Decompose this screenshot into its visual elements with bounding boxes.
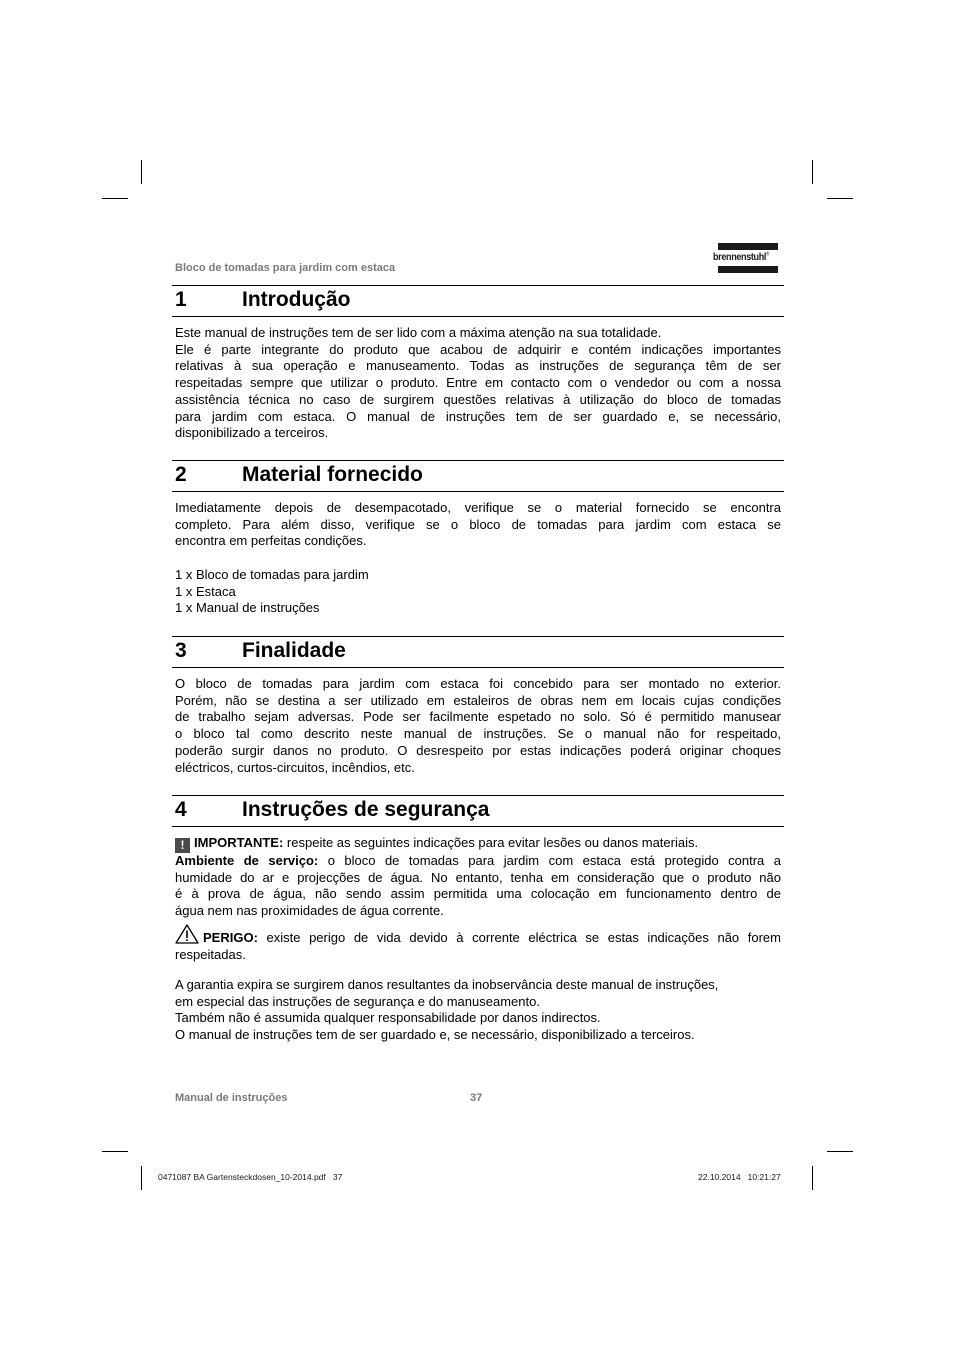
logo-bar <box>718 243 778 250</box>
text-line: em especial das instruções de segurança e do manuseamento. <box>175 993 540 1009</box>
section-number: 2 <box>175 463 187 486</box>
crop-mark <box>812 1166 813 1190</box>
warranty-paragraph <box>175 977 781 1044</box>
section-number: 3 <box>175 639 187 662</box>
list-item: 1 x Manual de instruções <box>175 600 320 616</box>
section-heading-4 <box>172 795 784 827</box>
text-line: Ambiente de serviço: o bloco de tomadas para jardim com estaca está protegido contra a <box>175 853 781 868</box>
delivery-list <box>175 567 781 617</box>
section-title: Instruções de segurança <box>242 798 490 821</box>
crop-mark <box>102 1151 128 1152</box>
list-item: 1 x Estaca <box>175 583 236 599</box>
section-heading-1 <box>172 285 784 317</box>
section-title: Finalidade <box>242 639 346 662</box>
text-line: respeitadas sempre que utilizar o produto. Entre em contacto com o vendedor ou com a nossa <box>175 375 781 391</box>
section-title: Introdução <box>242 288 351 311</box>
important-label: IMPORTANTE: <box>194 835 284 850</box>
text-line: A garantia expira se surgirem danos resultantes da inobservância deste manual de instruções, <box>175 977 719 992</box>
warning-triangle-icon <box>175 924 199 944</box>
danger-label: PERIGO: <box>203 930 258 945</box>
logo-bar <box>718 266 778 273</box>
text-line: completo. Para além disso, verifique se o bloco de tomadas para jardim com estaca se <box>175 516 781 532</box>
brand-logo <box>713 243 783 274</box>
text-line: encontra em perfeitas condições. <box>175 533 367 549</box>
section-title: Material fornecido <box>242 463 423 486</box>
text-line: o bloco tal como descrito neste manual de instruções. Se o manual não for respeitado, <box>175 726 781 742</box>
danger-notice <box>175 924 781 963</box>
text-line: disponibilizado a terceiros. <box>175 425 329 441</box>
section-number: 1 <box>175 288 187 311</box>
purpose-paragraph <box>175 676 781 776</box>
crop-mark <box>141 160 142 184</box>
exclamation-icon: ! <box>175 838 190 853</box>
footer-manual-label: Manual de instruções <box>175 1092 288 1104</box>
intro-paragraph <box>175 325 781 442</box>
text-line: Este manual de instruções tem de ser lido com a máxima atenção na sua totalidade. <box>175 325 662 340</box>
list-item: 1 x Bloco de tomadas para jardim <box>175 567 369 582</box>
crop-mark <box>827 198 853 199</box>
text-line: eléctricos, curtos-circuitos, incêndios, etc. <box>175 759 415 775</box>
logo-wordmark: brennenstuhl® <box>713 251 769 263</box>
page-number: 37 <box>470 1092 483 1104</box>
text-line: respeitadas. <box>175 946 246 962</box>
crop-mark <box>827 1151 853 1152</box>
environment-paragraph <box>175 853 781 920</box>
text-line <box>175 835 781 853</box>
text-line: relativas à sua operação e manuseamento. Todas as instruções de segurança têm de ser <box>175 358 781 374</box>
text-line: água nem nas proximidades de água corrente. <box>175 903 444 919</box>
running-header-title: Bloco de tomadas para jardim com estaca <box>175 262 396 274</box>
text-line: poderão surgir danos no produto. O desrespeito por estas indicações poderá originar choques <box>175 742 781 758</box>
text-line: O manual de instruções tem de ser guardado e, se necessário, disponibilizado a terceiros. <box>175 1027 695 1043</box>
text-line: é à prova de água, não sendo assim permitida uma colocação em funcionamento dentro de <box>175 886 781 902</box>
text-line: Também não é assumida qualquer responsabilidade por danos indirectos. <box>175 1010 601 1026</box>
text-line: O bloco de tomadas para jardim com estaca foi concebido para ser montado no exterior. <box>175 676 781 691</box>
section-heading-3 <box>172 636 784 668</box>
text-line: humidade do ar e projecções de água. No entanto, tenha em consideração que o produto não <box>175 869 781 885</box>
text-line: PERIGO: existe perigo de vida devido à corrente eléctrica se estas indicações não forem <box>175 924 781 947</box>
important-notice <box>175 835 781 853</box>
environment-label: Ambiente de serviço: <box>175 853 319 868</box>
print-file-info: 0471087 BA Gartensteckdosen_10-2014.pdf 37 <box>158 1172 343 1182</box>
print-date-info: 22.10.2014 10:21:27 <box>698 1172 781 1182</box>
text-line: Imediatamente depois de desempacotado, verifique se o material fornecido se encontra <box>175 500 781 515</box>
crop-mark <box>102 198 128 199</box>
section-heading-2 <box>172 460 784 492</box>
text-line: Porém, não se destina a ser utilizado em estaleiros de obras nem em locais cujas condições <box>175 692 781 708</box>
text-line: assistência técnica no caso de surgirem questões relativas à utilização do bloco de tomadas <box>175 391 781 407</box>
important-text: respeite as seguintes indicações para evitar lesões ou danos materiais. <box>283 835 699 850</box>
text-line: de trabalho sejam adversas. Pode ser facilmente espetado no solo. Só é permitido manusear <box>175 709 781 725</box>
section-number: 4 <box>175 798 187 821</box>
crop-mark <box>141 1166 142 1190</box>
text-line: Ele é parte integrante do produto que acabou de adquirir e contém indicações importantes <box>175 341 781 357</box>
text-line: para jardim com estaca. O manual de instruções tem de ser guardado e, se necessário, <box>175 408 781 424</box>
delivery-paragraph <box>175 500 781 550</box>
crop-mark <box>812 160 813 184</box>
